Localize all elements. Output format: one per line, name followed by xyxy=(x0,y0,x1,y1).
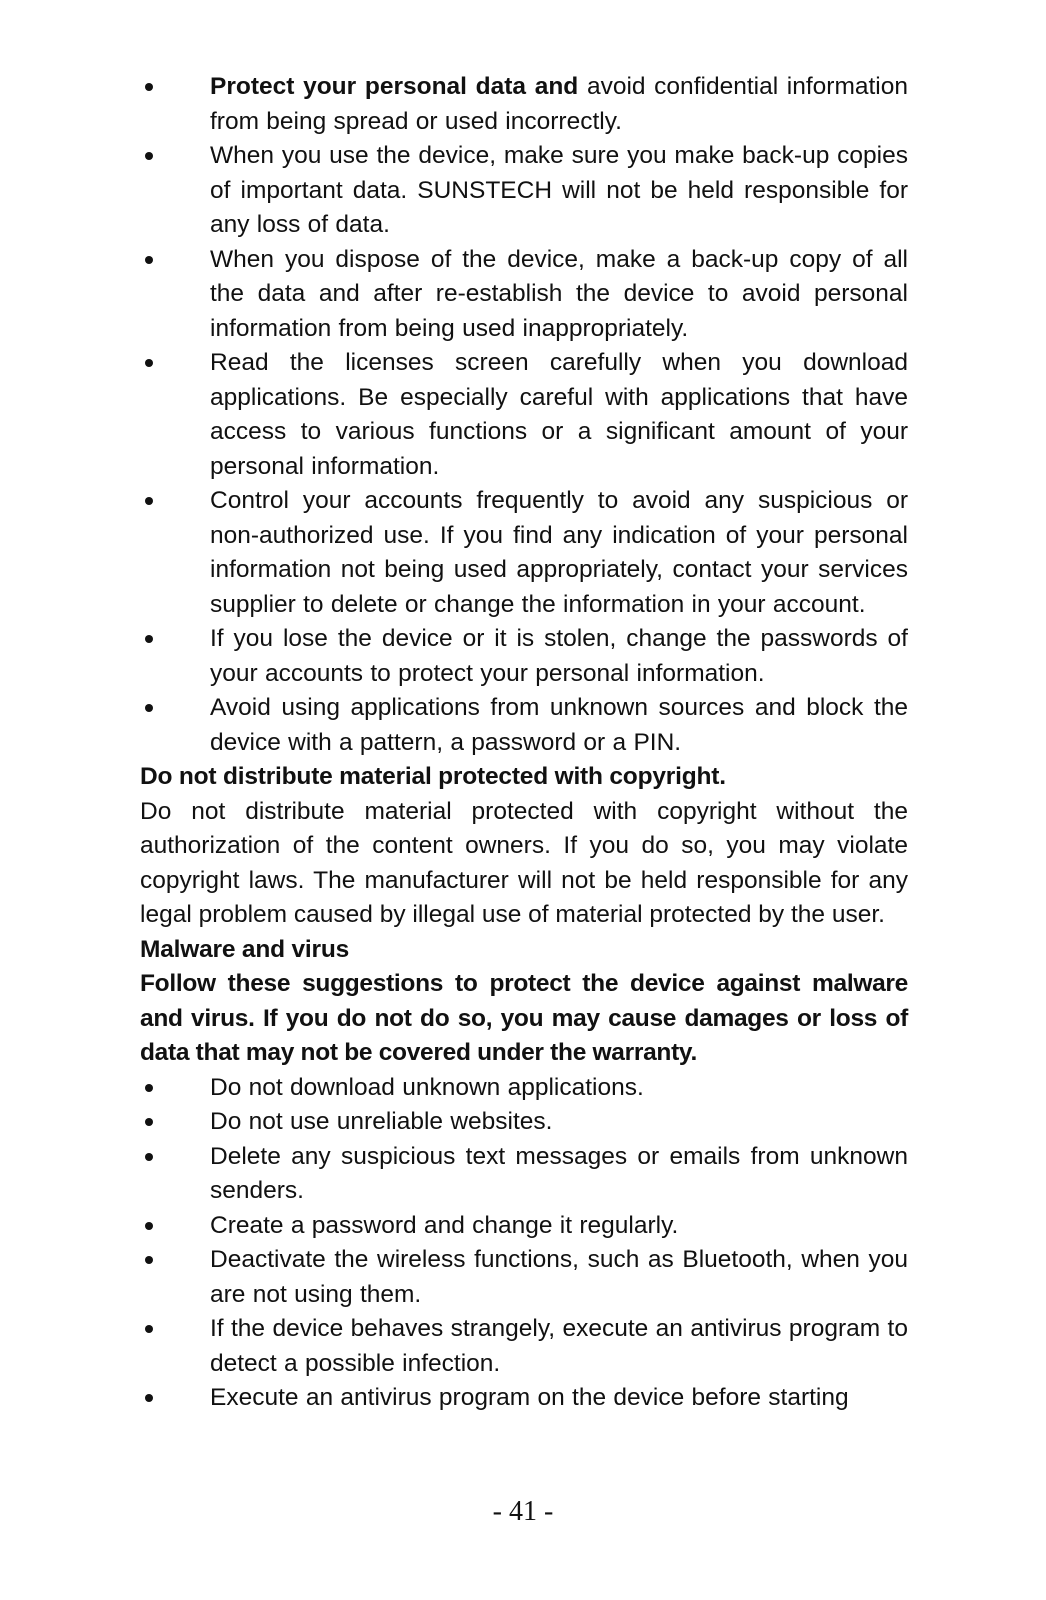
bullet-icon xyxy=(144,622,154,657)
bullet-text: If the device behaves strangely, execute an antivirus program to detect a possible infection. xyxy=(210,1315,908,1377)
bullet-text: When you dispose of the device, make a back-up copy of all the data and after re-establish the device to avoid personal information from being used inappropriately. xyxy=(210,245,908,342)
bullet-icon xyxy=(144,484,154,519)
bullet-text: Deactivate the wireless functions, such as Bluetooth, when you are not using them. xyxy=(210,1246,908,1308)
bullet-icon xyxy=(144,1071,154,1106)
bullet-icon xyxy=(144,1105,154,1140)
malware-bullet-item xyxy=(140,1312,908,1381)
bullet-item-unknown-sources xyxy=(140,691,908,760)
bullet-icon xyxy=(144,243,154,278)
bullet-item-backup xyxy=(140,139,908,243)
bullet-text: avoid confidential information from being spread or used incorrectly. xyxy=(210,73,909,135)
malware-bullet-item xyxy=(140,1071,908,1106)
copyright-paragraph: Do not distribute material protected with copyright without the authorization of the content owners. If you do so, you may violate copyright laws. The manufacturer will not be held responsible for any legal problem caused by illegal use of material protected by the user. xyxy=(140,797,908,928)
bullet-icon xyxy=(144,1381,154,1416)
malware-bullet-item xyxy=(140,1381,908,1416)
bullet-icon xyxy=(144,1209,154,1244)
bullet-item-lost-device xyxy=(140,622,908,691)
bullet-icon xyxy=(144,1140,154,1175)
malware-bullet-item xyxy=(140,1243,908,1312)
bullet-icon xyxy=(144,139,154,174)
bullet-item-accounts xyxy=(140,484,908,622)
bullet-icon xyxy=(144,346,154,381)
page-number: - 41 - xyxy=(492,1496,554,1527)
bullet-icon xyxy=(144,70,154,105)
bullet-text: Delete any suspicious text messages or emails from unknown senders. xyxy=(210,1142,908,1204)
bullet-text: Control your accounts frequently to avoid any suspicious or non-authorized use. If you find any indication of your personal information not being used appropriately, contact your services supplier to delete or change the information in your account. xyxy=(210,487,908,618)
malware-bullet-item xyxy=(140,1209,908,1244)
malware-bullet-item xyxy=(140,1140,908,1209)
malware-bullet-item xyxy=(140,1105,908,1140)
bullet-icon xyxy=(144,1312,154,1347)
bullet-text: If you lose the device or it is stolen, change the passwords of your accounts to protect your personal information. xyxy=(210,625,908,687)
copyright-heading: Do not distribute material protected with copyright. xyxy=(140,763,726,790)
bullet-text: Execute an antivirus program on the device before starting xyxy=(210,1384,849,1411)
bullet-text: When you use the device, make sure you make back-up copies of important data. SUNSTECH will not be held responsible for any loss of data. xyxy=(210,142,908,238)
malware-heading: Malware and virus xyxy=(140,935,350,963)
bullet-icon xyxy=(144,691,154,726)
bullet-item-dispose xyxy=(140,243,908,347)
bullet-item-protect-data xyxy=(140,70,908,139)
bullet-icon xyxy=(144,1243,154,1278)
malware-intro: Follow these suggestions to protect the device against malware and virus. If you do not do so, you may cause damages or loss of data that may not be covered under the warranty. xyxy=(140,970,908,1066)
bullet-text: Avoid using applications from unknown sources and block the device with a pattern, a password or a PIN. xyxy=(210,694,908,756)
bullet-item-licenses xyxy=(140,346,908,484)
bullet-lead: Protect your personal data and xyxy=(210,73,579,100)
manual-page xyxy=(140,70,908,1416)
bullet-text: Read the licenses screen carefully when you download applications. Be especially careful with applications that have access to various functions or a significant amount of your personal information. xyxy=(210,349,908,480)
bullet-text: Create a password and change it regularly. xyxy=(210,1211,679,1239)
bullet-text: Do not download unknown applications. xyxy=(210,1073,644,1101)
bullet-text: Do not use unreliable websites. xyxy=(210,1108,553,1135)
